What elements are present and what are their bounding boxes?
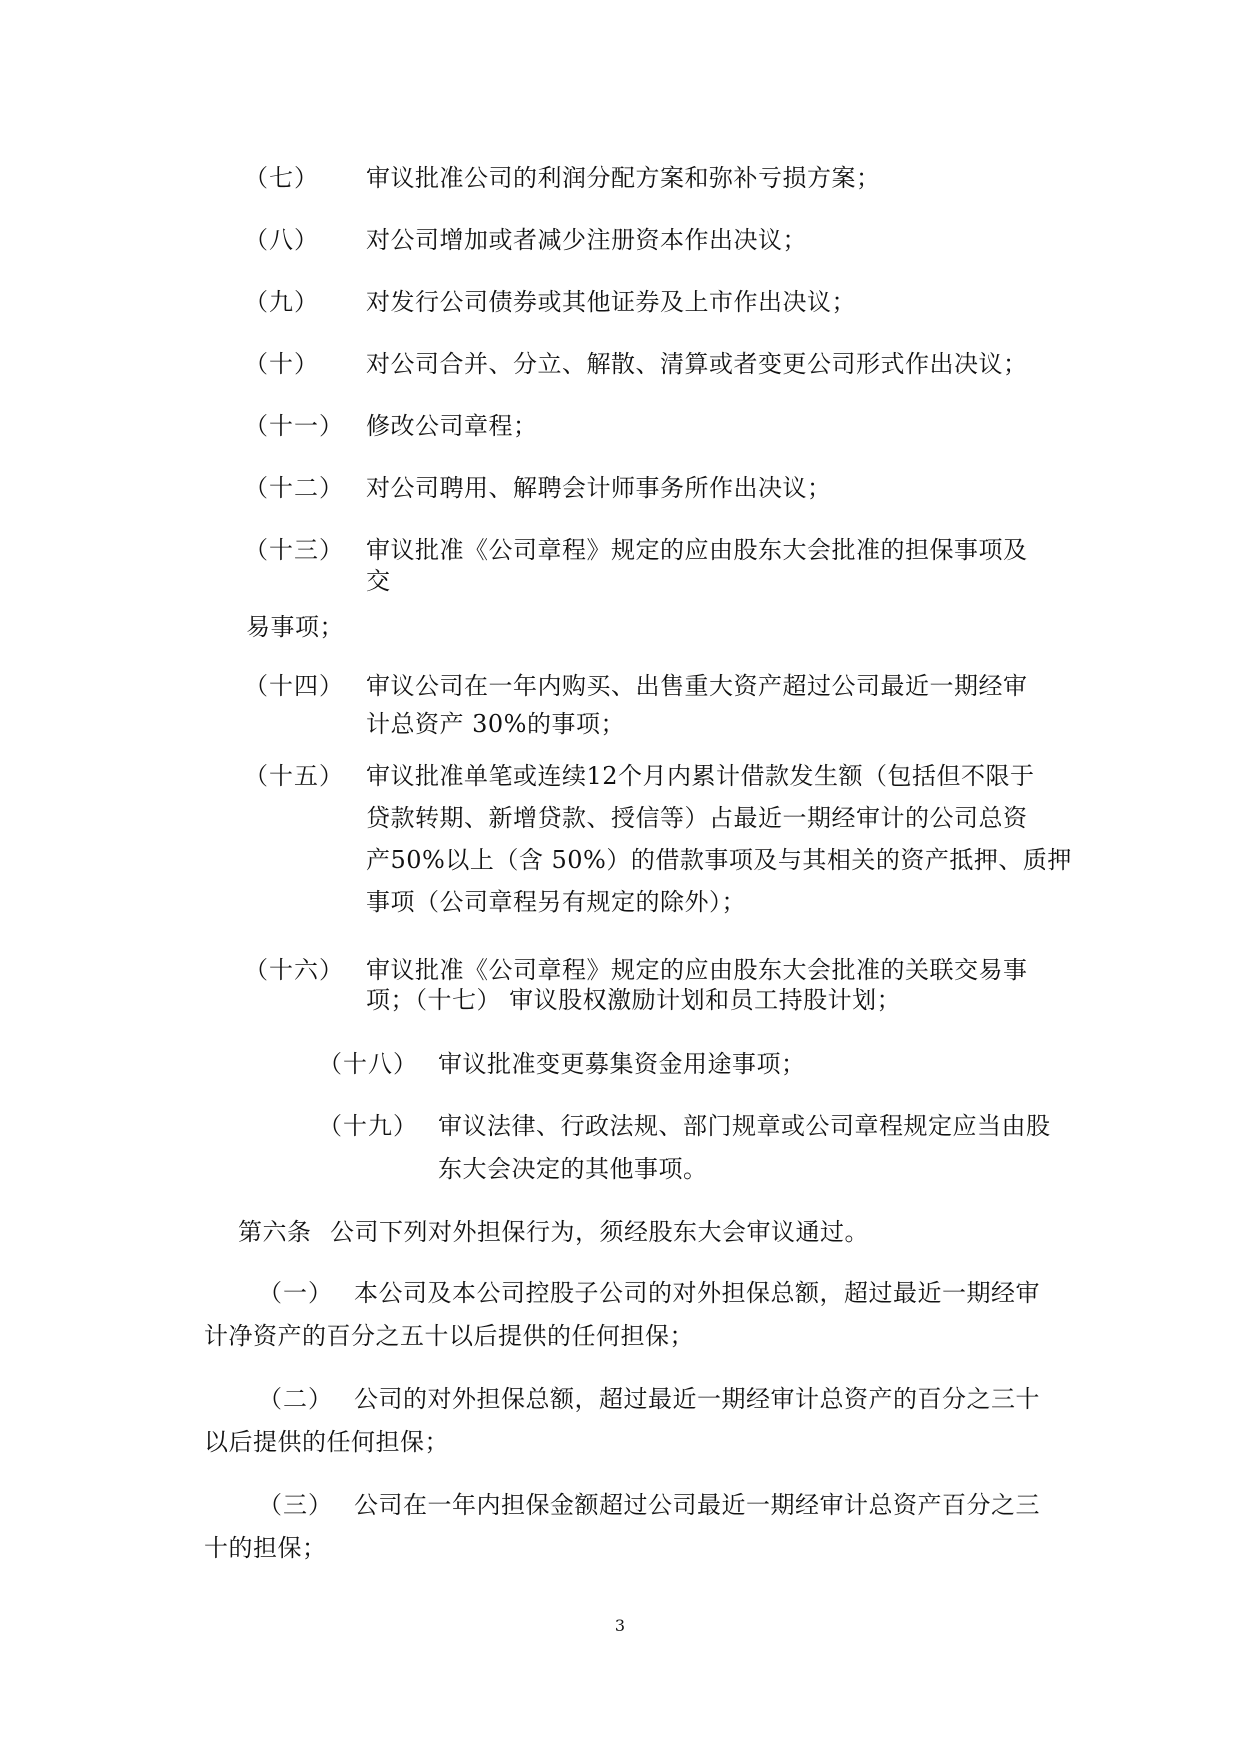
item-text: 审议批准变更募集资金用途事项； [438,1050,806,1078]
item-text: 对公司合并、分立、解散、清算或者变更公司形式作出决议； [366,350,1028,378]
item-number: （十六） [244,956,344,984]
guarantee-number: （一） [258,1279,333,1307]
guarantee-text: 公司在一年内担保金额超过公司最近一期经审计总资产百分之三 [354,1491,1040,1519]
item-text: 审议批准单笔或连续12个月内累计借款发生额（包括但不限于 [366,762,1035,790]
article-text: 公司下列对外担保行为，须经股东大会审议通过。 [330,1218,869,1246]
item-text: 项；（十七） 审议股权激励计划和员工持股计划； [366,986,902,1014]
item-number: （十九） [318,1112,418,1140]
item-number: （十四） [244,672,344,700]
guarantee-text: 本公司及本公司控股子公司的对外担保总额，超过最近一期经审 [354,1279,1040,1307]
item-text: 东大会决定的其他事项。 [438,1155,708,1183]
item-text: 事项（公司章程另有规定的除外）； [366,888,746,916]
guarantee-number: （二） [258,1385,333,1413]
item-number: （七） [244,164,319,192]
item-text: 审议法律、行政法规、部门规章或公司章程规定应当由股 [438,1112,1051,1140]
item-continuation: 易事项； [246,613,344,641]
item-text: 审议批准公司的利润分配方案和弥补亏损方案； [366,164,881,192]
item-number: （九） [244,288,319,316]
item-text: 对公司增加或者减少注册资本作出决议； [366,226,807,254]
item-text: 修改公司章程； [366,412,538,440]
item-number: （十五） [244,762,344,790]
item-text: 审议批准《公司章程》规定的应由股东大会批准的担保事项及 [366,536,1028,564]
guarantee-number: （三） [258,1491,333,1519]
item-text: 产50%以上（含 50%）的借款事项及与其相关的资产抵押、质押 [366,846,1072,874]
item-number: （十） [244,350,319,378]
article-title: 第六条 [238,1218,312,1246]
item-text: 对公司聘用、解聘会计师事务所作出决议； [366,474,832,502]
guarantee-text: 计净资产的百分之五十以后提供的任何担保； [204,1322,694,1350]
item-text: 交 [366,567,391,595]
item-text: 贷款转期、新增贷款、授信等）占最近一期经审计的公司总资 [366,804,1028,832]
item-text: 审议公司在一年内购买、出售重大资产超过公司最近一期经审 [366,672,1028,700]
item-number: （十二） [244,474,344,502]
item-number: （十三） [244,536,344,564]
guarantee-text: 十的担保； [204,1534,327,1562]
page-number: 3 [614,1616,626,1635]
guarantee-text: 公司的对外担保总额，超过最近一期经审计总资产的百分之三十 [354,1385,1040,1413]
guarantee-text: 以后提供的任何担保； [204,1428,449,1456]
item-number: （十一） [244,412,344,440]
item-text: 审议批准《公司章程》规定的应由股东大会批准的关联交易事 [366,956,1028,984]
item-number: （八） [244,226,319,254]
item-text: 计总资产 30%的事项； [366,710,625,738]
item-text: 对发行公司债券或其他证券及上市作出决议； [366,288,856,316]
item-number: （十八） [318,1050,418,1078]
